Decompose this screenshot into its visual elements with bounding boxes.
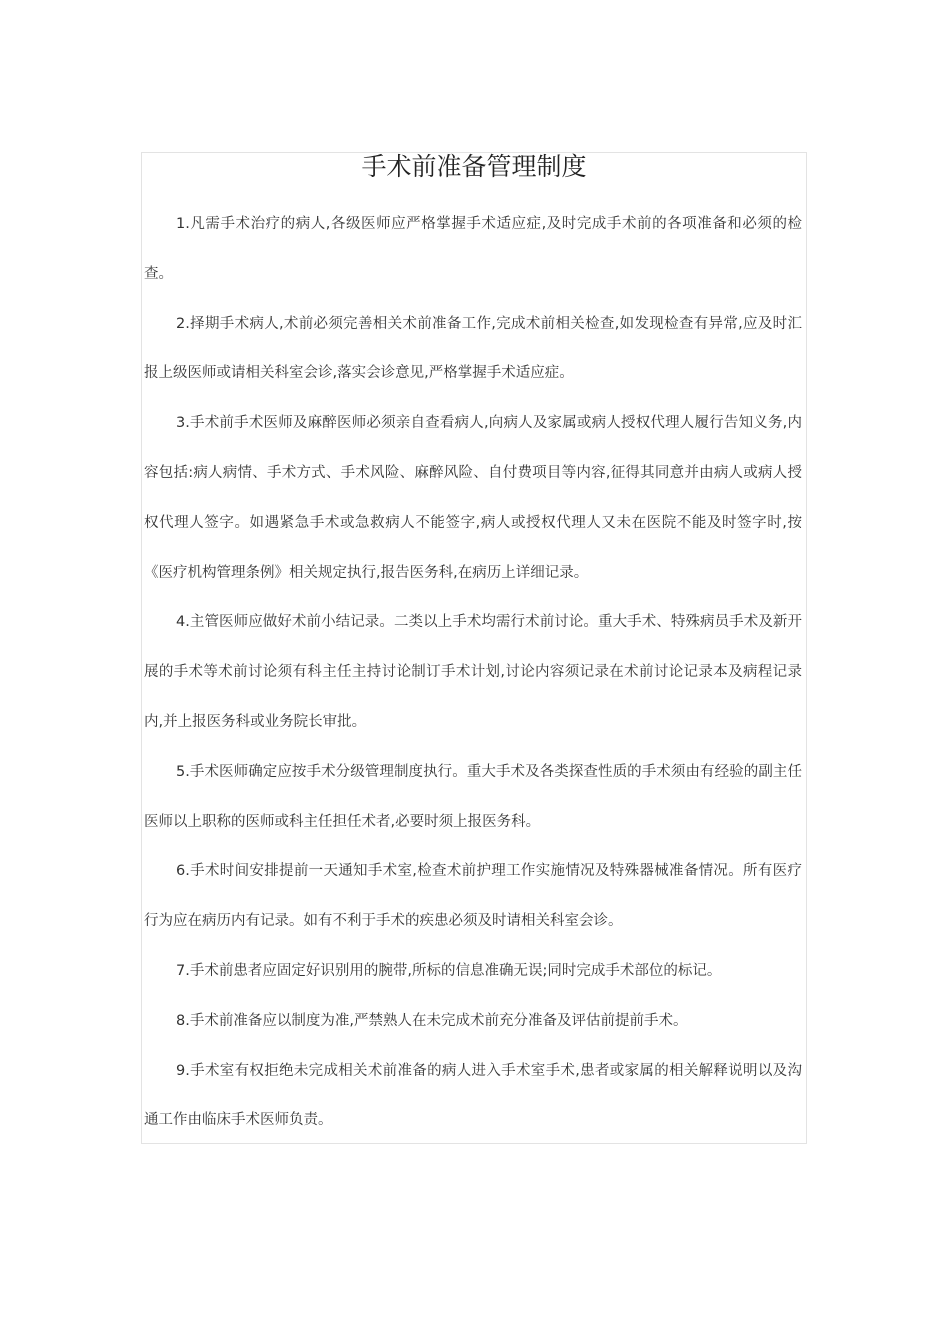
paragraph-9: 9.手术室有权拒绝未完成相关术前准备的病人进入手术室手术,患者或家属的相关解释说明以及沟通工作由临床手术医师负责。 [144, 1062, 802, 1129]
document-body [144, 200, 802, 1146]
document-title: 手术前准备管理制度 [361, 152, 587, 181]
paragraph-3: 3.手术前手术医师及麻醉医师必须亲自查看病人,向病人及家属或病人授权代理人履行告知义务,内容包括:病人病情、手术方式、手术风险、麻醉风险、自付费项目等内容,征得其同意并由病人或病人授权代理人签字。如遇紧急手术或急救病人不能签字,病人或授权代理人又未在医院不能及时签字时,按《医疗机构管理条例》相关规定执行,报告医务科,在病历上详细记录。 [144, 415, 802, 581]
paragraph-2: 2.择期手术病人,术前必须完善相关术前准备工作,完成术前相关检查,如发现检查有异常,应及时汇报上级医师或请相关科室会诊,落实会诊意见,严格掌握手术适应症。 [144, 315, 802, 382]
paragraph-1: 1.凡需手术治疗的病人,各级医师应严格掌握手术适应症,及时完成手术前的各项准备和必须的检查。 [144, 216, 802, 282]
paragraph-7: 7.手术前患者应固定好识别用的腕带,所标的信息准确无误;同时完成手术部位的标记。 [176, 962, 722, 979]
paragraph-8: 8.手术前准备应以制度为准,严禁熟人在未完成术前充分准备及评估前提前手术。 [176, 1012, 688, 1029]
paragraph-6: 6.手术时间安排提前一天通知手术室,检查术前护理工作实施情况及特殊器械准备情况。所有医疗行为应在病历内有记录。如有不利于手术的疾患必须及时请相关科室会诊。 [144, 863, 802, 930]
document-frame [141, 152, 807, 1144]
paragraph-5: 5.手术医师确定应按手术分级管理制度执行。重大手术及各类探查性质的手术须由有经验的副主任医师以上职称的医师或科主任担任术者,必要时须上报医务科。 [144, 763, 802, 830]
paragraph-4: 4.主管医师应做好术前小结记录。二类以上手术均需行术前讨论。重大手术、特殊病员手术及新开展的手术等术前讨论须有科主任主持讨论制订手术计划,讨论内容须记录在术前讨论记录本及病程记录内,并上报医务科或业务院长审批。 [144, 614, 802, 730]
